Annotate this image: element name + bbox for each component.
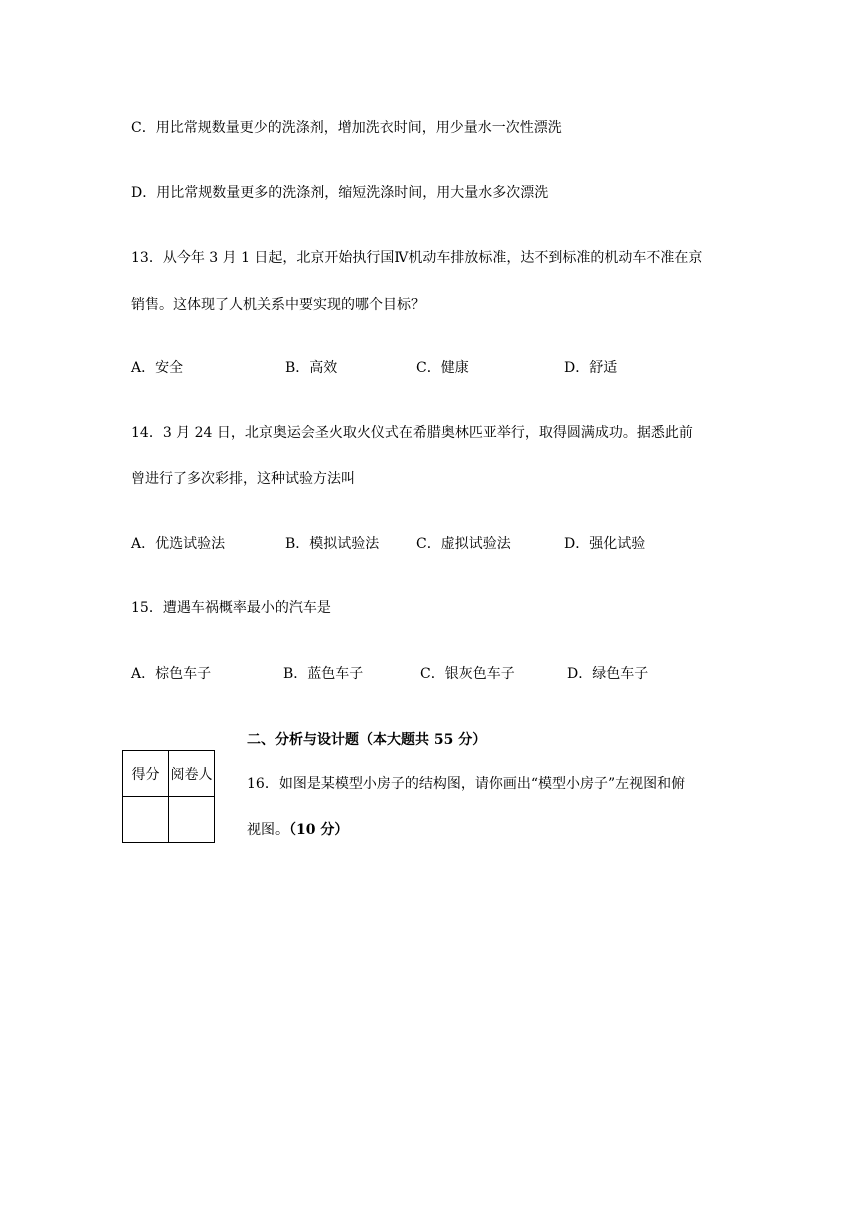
question-16-line-2-text: 视图。 — [247, 822, 289, 838]
question-14-option-a: A．优选试验法 — [131, 536, 226, 552]
grader-cell — [169, 797, 215, 843]
score-cell — [123, 797, 169, 843]
question-13-line-2: 销售。这体现了人机关系中要实现的哪个目标？ — [131, 297, 425, 313]
question-15-line-1: 15．遭遇车祸概率最小的汽车是 — [131, 600, 331, 616]
question-13-option-d: D．舒适 — [564, 360, 618, 376]
grader-header: 阅卷人 — [169, 751, 215, 797]
question-16-points: （10 分） — [289, 822, 349, 838]
question-16-line-1: 16．如图是某模型小房子的结构图，请你画出“模型小房子”左视图和俯 — [247, 776, 686, 792]
question-14-option-d: D．强化试验 — [564, 536, 646, 552]
option-d-text: D．用比常规数量更多的洗涤剂，缩短洗涤时间，用大量水多次漂洗 — [131, 185, 549, 201]
question-16-line-2 — [247, 821, 348, 839]
question-15-option-c: C．银灰色车子 — [420, 666, 515, 682]
question-13-option-c: C．健康 — [416, 360, 469, 376]
question-13-option-b: B．高效 — [285, 360, 338, 376]
question-13-line-1: 13．从今年 3 月 1 日起，北京开始执行国Ⅳ机动车排放标准，达不到标准的机动车不准在京 — [131, 250, 703, 266]
question-14-line-2: 曾进行了多次彩排，这种试验方法叫 — [131, 471, 355, 487]
section-2-heading: 二、分析与设计题（本大题共 55 分） — [247, 732, 487, 748]
question-15-option-a: A．棕色车子 — [131, 666, 212, 682]
question-15-option-b: B．蓝色车子 — [283, 666, 364, 682]
question-13-option-a: A．安全 — [131, 360, 184, 376]
question-14-line-1: 14．3 月 24 日，北京奥运会圣火取火仪式在希腊奥林匹亚举行，取得圆满成功。据悉此前 — [131, 425, 693, 441]
option-c-text: C．用比常规数量更少的洗涤剂，增加洗衣时间，用少量水一次性漂洗 — [131, 120, 562, 136]
score-header: 得分 — [123, 751, 169, 797]
question-14-option-b: B．模拟试验法 — [285, 536, 380, 552]
question-14-option-c: C．虚拟试验法 — [416, 536, 511, 552]
score-table — [122, 750, 215, 843]
question-15-option-d: D．绿色车子 — [567, 666, 649, 682]
